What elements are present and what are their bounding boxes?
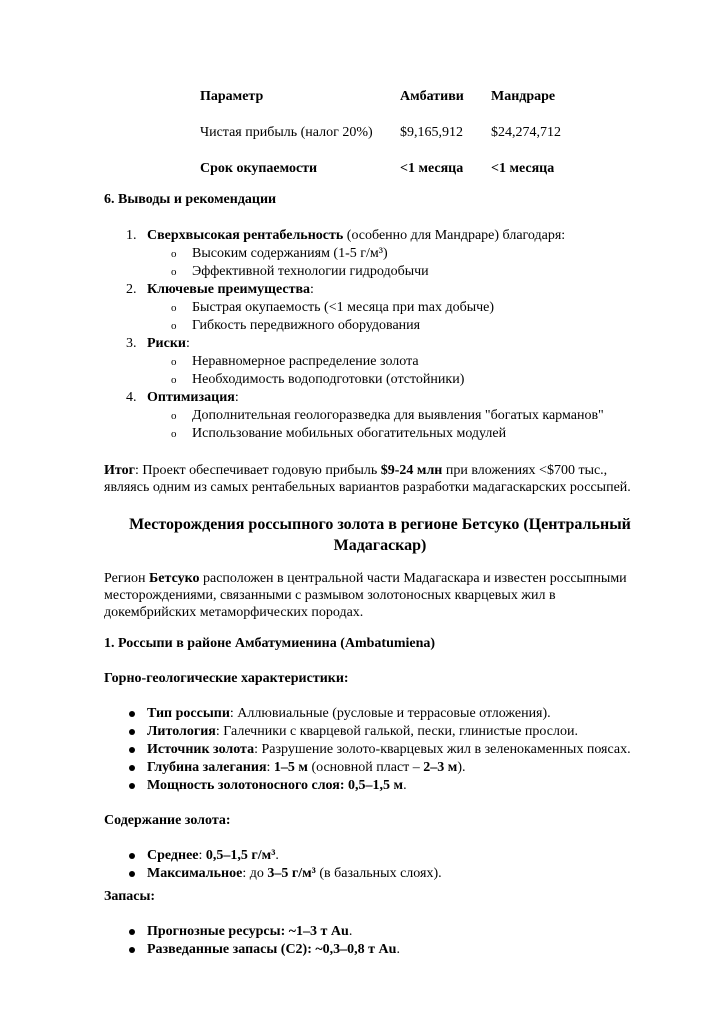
bullet-value: ~0,3–0,8 т Au: [315, 942, 397, 957]
bullet-value: 2–3 м: [423, 760, 458, 775]
list-item-title: Риски: [147, 336, 186, 351]
table-cell: $9,165,912: [400, 124, 463, 140]
list-item-text: (особенно для Мандраре) благодаря:: [343, 228, 566, 243]
list-number: 3.: [126, 336, 137, 351]
bullet-text: (в базальных слоях).: [315, 866, 442, 881]
list-item-title: Оптимизация: [147, 390, 235, 405]
sub-list-item: Неравномерное распределение золота: [192, 354, 419, 369]
summary-line: [104, 462, 607, 479]
list-item: [147, 281, 314, 298]
bullet-item: [147, 941, 400, 958]
bullet-icon: [129, 729, 135, 735]
bullet-label: Максимальное: [147, 866, 243, 881]
list-item: [147, 227, 565, 244]
bullet-label: Разведанные запасы (С2): [147, 942, 308, 957]
bullet-label: Глубина залегания: [147, 760, 267, 775]
bullet-value: ~1–3 т Au: [288, 924, 349, 939]
geo-heading: Горно-геологические характеристики:: [104, 671, 349, 686]
bullet-text: (основной пласт –: [307, 760, 424, 775]
parameters-table: [200, 78, 591, 186]
table-cell: Срок окупаемости: [200, 160, 318, 176]
sub-list-item: Высоким содержаниям (1-5 г/м³): [192, 246, 388, 261]
bullet-icon: [129, 929, 135, 935]
bullet-icon: [129, 783, 135, 789]
circle-bullet-icon: o: [171, 428, 177, 440]
table-header-cell: Мандраре: [491, 88, 556, 104]
list-item-text: :: [185, 336, 190, 351]
bullet-value: 0,5–1,5 м: [348, 778, 404, 793]
intro-paragraph: [104, 570, 627, 587]
sub-list-item: Использование мобильных обогатительных модулей: [192, 426, 507, 441]
bullet-value: 1–5 м: [273, 760, 308, 775]
bullet-label: Литология: [147, 724, 216, 739]
circle-bullet-icon: o: [171, 374, 177, 386]
sub-list-item: Эффективной технологии гидродобычи: [192, 264, 429, 279]
bullet-label: Прогнозные ресурсы: [147, 924, 281, 939]
table-header-cell: Параметр: [200, 88, 264, 104]
bullet-item: [147, 705, 551, 722]
bullet-value: 3–5 г/м³: [267, 866, 316, 881]
bullet-text: .: [396, 942, 400, 957]
bullet-text: : Разрушение золото-кварцевых жил в зеленокаменных поясах.: [254, 742, 631, 757]
list-number: 4.: [126, 390, 137, 405]
summary-text: : Проект обеспечивает годовую прибыль: [134, 463, 381, 478]
bullet-label: Источник золота: [147, 742, 255, 757]
bullet-item: [147, 777, 407, 794]
table-header-row: [200, 78, 591, 114]
table-header-cell: Амбативи: [400, 88, 464, 104]
bullet-text: : Аллювиальные (русловые и террасовые отложения).: [229, 706, 551, 721]
table-cell: <1 месяца: [491, 160, 555, 176]
bullet-text: : Галечники с кварцевой галькой, пески, глинистые прослои.: [215, 724, 578, 739]
sub-list-item: Гибкость передвижного оборудования: [192, 318, 421, 333]
bullet-icon: [129, 947, 135, 953]
circle-bullet-icon: o: [171, 248, 177, 260]
subsection-heading: 1. Россыпи в районе Амбатумиенина (Ambatumiena): [104, 636, 436, 651]
bullet-icon: [129, 871, 135, 877]
bullet-icon: [129, 853, 135, 859]
list-item-text: :: [310, 282, 314, 297]
bullet-icon: [129, 765, 135, 771]
sub-list-item: Необходимость водоподготовки (отстойники): [192, 372, 465, 387]
circle-bullet-icon: o: [171, 266, 177, 278]
bullet-label: Тип россыпи: [147, 706, 230, 721]
bullet-text: ).: [457, 760, 466, 775]
list-item-text: :: [234, 390, 239, 405]
bullet-text: .: [348, 924, 353, 939]
bullet-text: :: [307, 942, 316, 957]
list-item-title: Сверхвысокая рентабельность: [147, 228, 344, 243]
bullet-text: .: [275, 848, 279, 863]
circle-bullet-icon: o: [171, 302, 177, 314]
summary-line: являясь одним из самых рентабельных вариантов разработки мадагаскарских россыпей.: [104, 480, 631, 495]
table-row: [200, 114, 591, 150]
intro-text: расположен в центральной части Мадагаскара и известен россыпными: [199, 571, 627, 586]
table-cell: $24,274,712: [491, 124, 561, 140]
bullet-item: [147, 865, 442, 882]
list-item-title: Ключевые преимущества: [147, 282, 311, 297]
bullet-text: :: [198, 848, 206, 863]
bullet-item: [147, 923, 352, 940]
table-row: [200, 150, 591, 186]
bullet-icon: [129, 711, 135, 717]
bullet-item: [147, 759, 466, 776]
intro-text: Регион: [104, 571, 150, 586]
bullet-label: Мощность золотоносного слоя: [147, 778, 340, 793]
intro-paragraph: месторождениями, связанными с размывом золотоносных кварцевых жил в: [104, 588, 556, 603]
intro-region: Бетсуко: [149, 571, 200, 586]
intro-paragraph: докембрийских метаморфических породах.: [104, 605, 364, 620]
circle-bullet-icon: o: [171, 356, 177, 368]
list-item: [147, 389, 239, 406]
sub-list-item: Быстрая окупаемость (<1 месяца при max добыче): [192, 300, 495, 315]
bullet-value: 0,5–1,5 г/м³: [205, 848, 276, 863]
circle-bullet-icon: o: [171, 320, 177, 332]
list-number: 1.: [126, 228, 137, 243]
bullet-item: [147, 847, 279, 864]
bullet-label: Среднее: [147, 848, 199, 863]
sub-list-item: Дополнительная геологоразведка для выявления "богатых карманов": [192, 408, 604, 423]
summary-profit: $9-24 млн: [380, 463, 443, 478]
bullet-item: [147, 741, 631, 758]
summary-text: при вложениях <$700 тыс.,: [442, 463, 608, 478]
table-cell: Чистая прибыль (налог 20%): [200, 124, 373, 140]
bullet-icon: [129, 747, 135, 753]
bullet-item: [147, 723, 578, 740]
bullet-text: :: [266, 760, 274, 775]
list-number: 2.: [126, 282, 137, 297]
bullet-text: :: [280, 924, 289, 939]
bullet-text: :: [339, 778, 349, 793]
list-item: [147, 335, 190, 352]
content-heading: Содержание золота:: [104, 813, 231, 828]
conclusions-heading: 6. Выводы и рекомендации: [104, 192, 277, 207]
table-cell: <1 месяца: [400, 160, 464, 176]
circle-bullet-icon: o: [171, 410, 177, 422]
section-title: Месторождения россыпного золота в регионе Бетсуко (Центральный: [129, 516, 631, 533]
reserves-heading: Запасы:: [104, 889, 156, 904]
summary-label: Итог: [104, 463, 135, 478]
bullet-text: .: [403, 778, 407, 793]
bullet-text: : до: [242, 866, 268, 881]
section-title: Мадагаскар): [333, 537, 427, 554]
